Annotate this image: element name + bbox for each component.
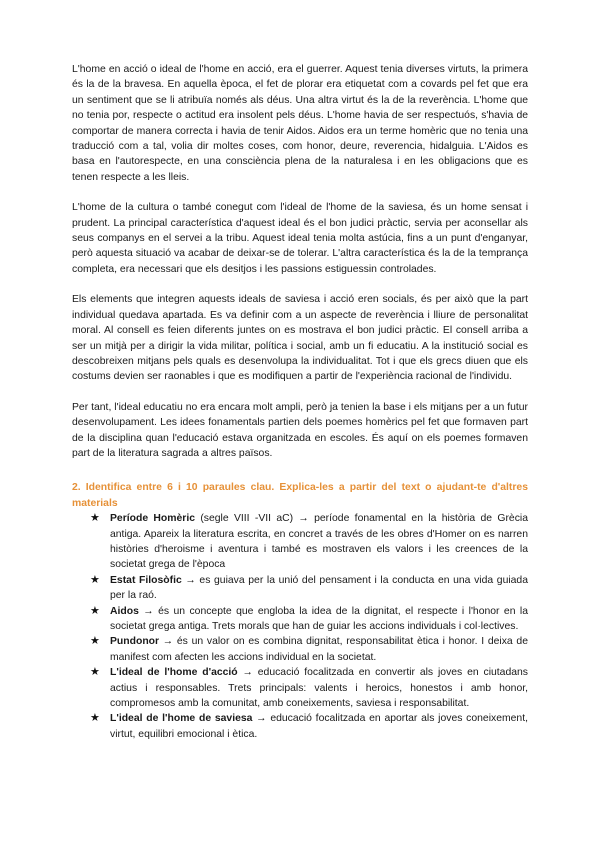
list-item	[90, 665, 528, 711]
keyword-explanation: → es guiava per la unió del pensament i la conducta en una vida guiada per la raó.	[110, 574, 528, 602]
list-item	[90, 573, 528, 604]
keyword-term: L'ideal de l'home de saviesa	[110, 713, 253, 725]
star-icon: ★	[90, 604, 100, 617]
paragraph-home-cultura: L'home de la cultura o també conegut com l'ideal de l'home de la saviesa, és un home sensat i prudent. La principal característica d'aquest ideal és el bon judici pràctic, servia per aconsellar als seus companys en el servei a la tribu. Aquest ideal tenia molta astúcia, fins a un punt d'enganyar, però aquesta situació va acabar de deixar-se de tolerar. L'altra característica és la de la temprança completa, era necessari que els desitjos i les passions estiguessin controlades.	[72, 202, 528, 275]
keyword-list	[72, 511, 528, 742]
keyword-term: L'ideal de l'home d'acció	[110, 667, 238, 679]
keyword-term: Aidos	[110, 605, 139, 617]
star-icon: ★	[90, 712, 100, 725]
list-item	[90, 711, 528, 742]
star-icon: ★	[90, 512, 100, 525]
paragraph-elements-socials: Els elements que integren aquests ideals de saviesa i acció eren socials, és per això que la part individual quedava apartada. Es va definir com a un aspecte de reverència i lliure de personalitat moral. Al consell es feien diferents juntes on es mostrava el bon judici pràctic. El consell arriba a ser un mitjà per a dirigir la vida militar, política i social, amb un fi educatiu. A la institució social es descobreixen mitjans pels quals es desenvolupa la individualitat. Tot i que els grecs diuen que els costums devien ser raonables i que es modifiquen a partir de l'experiència racional de l'individu.	[72, 294, 528, 383]
list-item	[90, 604, 528, 635]
keyword-explanation: → educació focalitzada en aportar als joves coneixement, virtut, equilibri emocional i ètica.	[110, 713, 528, 740]
document-page	[72, 62, 528, 742]
keyword-explanation: → és un valor on es combina dignitat, responsabilitat ètica i honor. I deixa de manifest com afecten les accions individual en la societat.	[110, 636, 528, 663]
keyword-term: Pundonor	[110, 636, 160, 648]
paragraph-home-accio: L'home en acció o ideal de l'home en acció, era el guerrer. Aquest tenia diverses virtuts, la primera és la de la bravesa. En aquella època, el fet de plorar era etiquetat com a covards pel fet que era un sentiment que se li atribuïa només als déus. Una altra virtut és la de la reverència. L'home que no tenia por, respecte o actitud era insolent pels déus. L'home havia de ser respectuós, s'havia de comportar de manera correcta i havia de tenir Aidos. Aidos era un terme homèric que no tenia una traducció com a tal, volia dir moltes coses, com honor, deure, reverencia, hidalguia. L'Aidos es basa en l'autorespecte, en una consciència plena de la naturalesa i en les obligacions que es tenen respecte a les lleis.	[72, 64, 528, 183]
list-item	[90, 511, 528, 573]
keyword-explanation: → educació focalitzada en convertir als joves en ciutadans actius i responsables. Trets principals: valents i heroics, honestos i amb honor, compromesos amb la comunitat, amb coneixements, saviesa i responsabilitat.	[110, 667, 528, 710]
star-icon: ★	[90, 666, 100, 679]
paragraph-ideal-educatiu: Per tant, l'ideal educatiu no era encara molt ampli, però ja tenien la base i els mitjans per a un futur desenvolupament. Les idees fonamentals partien dels poemes homèrics pel fet que formaven part de la disciplina quan l'educació estava organitzada en escoles. És aquí on els poemes formaven part de la literatura sagrada a altres països.	[72, 401, 528, 459]
keyword-explanation: → és un concepte que engloba la idea de la dignitat, el respecte i l'honor en la societat grega antiga. Trets morals que han de guiar les accions individuals i col·lectives.	[110, 605, 528, 632]
question-heading: 2. Identifica entre 6 i 10 paraules clau. Explica-les a partir del text o ajudant-te d'altres materials	[72, 482, 528, 509]
star-icon: ★	[90, 635, 100, 648]
star-icon: ★	[90, 573, 100, 586]
list-item	[90, 634, 528, 665]
keyword-term: Període Homèric	[110, 513, 196, 525]
keyword-term: Estat Filosòfic	[110, 574, 182, 586]
keyword-explanation: (segle VIII -VII aC) → període fonamental en la història de Grècia antiga. Apareix la literatura escrita, en concret a través de les obres d'Homer on es narren històries d'heroisme i aventura i també es mostraven els valors i les creences de la societat grega de l'època	[110, 513, 528, 571]
